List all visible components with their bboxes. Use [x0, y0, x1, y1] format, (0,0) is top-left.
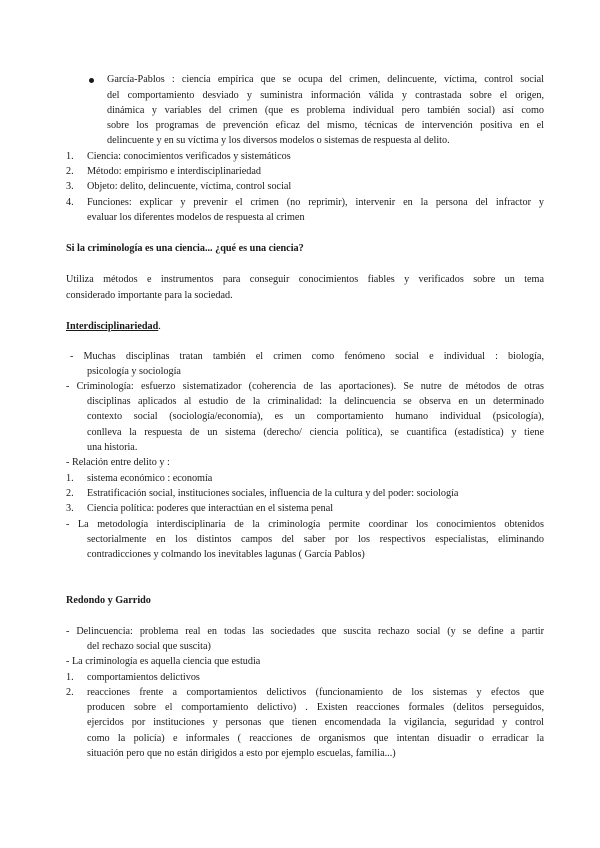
list-number: 3. [66, 503, 74, 514]
list-item: Ciencia política: poderes que interactúan en el sistema penal [87, 503, 334, 514]
list-item: Funciones: explicar y prevenir el crimen (no reprimir), intervenir en la persona del infractor y [87, 197, 544, 208]
ciencia-paragraph-line-1: Utiliza métodos e instrumentos para conseguir conocimientos fiables y verificados sobre un tema [66, 274, 544, 285]
list-number: 1. [66, 672, 74, 683]
list-item: Objeto: delito, delincuente, víctima, control social [87, 181, 292, 192]
interdisc-item1-line-1: - Muchas disciplinas tratan también el crimen como fenómeno social e individual : biología, [70, 351, 544, 362]
garcia-line-1: García-Pablos : ciencia empírica que se ocupa del crimen, delincuente, víctima, control social [107, 74, 544, 85]
section-heading-interdisciplinariedad [66, 320, 161, 334]
garcia-line-2: del comportamiento desviado y suministra información válida y contrastada sobre el origen, [107, 90, 544, 101]
garcia-line-4: sobre los programas de prevención eficaz del mismo, técnicas de intervención positiva en el [107, 120, 544, 131]
reacciones-line-2: producen sobre el comportamiento delictivo) . Existen reacciones formales (delitos perseguidos, [87, 702, 544, 713]
reacciones-line-4: como la policía) e informales ( reacciones de organismos que intentan disuadir o erradicar la [87, 733, 544, 744]
metodologia-line-2: sectorialmente en los distintos campos del saber por los respectivos especialistas, eliminando [87, 534, 544, 545]
criminologia-line: - La criminología es aquella ciencia que estudia [66, 656, 261, 667]
list-item: comportamientos delictivos [87, 672, 200, 683]
ciencia-paragraph-line-2: considerado importante para la sociedad. [66, 290, 233, 301]
relacion-line: - Relación entre delito y : [66, 457, 170, 468]
list-number: 2. [66, 166, 74, 177]
reacciones-line-5: situación pero que no están dirigidos a esto por ejemplo escuelas, familia...) [87, 748, 396, 759]
garcia-line-5: delincuente y en su víctima y los diversos modelos o sistemas de respuesta al delito. [107, 135, 450, 146]
interdisc-item2-line-5: una historia. [87, 442, 138, 453]
list-number: 1. [66, 151, 74, 162]
list-number: 2. [66, 687, 74, 698]
list-number: 2. [66, 488, 74, 499]
list-item: Ciencia: conocimientos verificados y sistemáticos [87, 151, 291, 162]
interdisc-item2-line-3: contexto social (sociología/economía), es un comportamiento humano individual (psicología), [87, 411, 544, 422]
list-item: Estratificación social, instituciones sociales, influencia de la cultura y del poder: sociología [87, 488, 459, 499]
list-item-continuation: evaluar los diferentes modelos de respuesta al crimen [87, 212, 305, 223]
section-heading-ciencia: Si la criminología es una ciencia... ¿qué es una ciencia? [66, 243, 304, 254]
interdisc-item2-line-2: disciplinas aplicados al estudio de la criminalidad: la delincuencia se observa en un determinado [87, 396, 544, 407]
list-number: 4. [66, 197, 74, 208]
delincuencia-line-2: del rechazo social que suscita) [87, 641, 211, 652]
reacciones-line-3: ejercidos por instituciones y personas que tienen encomendada la vigilancia, seguridad y control [87, 717, 544, 728]
heading-period: . [158, 321, 161, 332]
delincuencia-line-1: - Delincuencia: problema real en todas las sociedades que suscita rechazo social (y se define a partir [66, 626, 544, 637]
list-item: Método: empirismo e interdisciplinariedad [87, 166, 261, 177]
garcia-line-3: dinámica y variables del crimen (que es problema individual pero también social) así como [107, 105, 544, 116]
interdisc-item2-line-1: - Criminología: esfuerzo sistematizador (coherencia de las aportaciones). Se nutre de métodos de otras [66, 381, 544, 392]
list-number: 3. [66, 181, 74, 192]
interdisc-item2-line-4: conlleva la respuesta de un sistema (derecho/ ciencia política), se cuantifica (estadística) y tiene [87, 427, 544, 438]
metodologia-line-3: contradicciones y colmando los inevitables lagunas ( García Pablos) [87, 549, 365, 560]
list-item: sistema económico : economía [87, 473, 213, 484]
interdisc-item1-line-2: psicología y sociología [87, 366, 181, 377]
list-item: reacciones frente a comportamientos delictivos (funcionamiento de los sistemas y efectos que [87, 687, 544, 698]
metodologia-line-1: - La metodología interdisciplinaria de la criminología permite coordinar los conocimientos obtenidos [66, 519, 544, 530]
list-number: 1. [66, 473, 74, 484]
section-heading-redondo: Redondo y Garrido [66, 595, 151, 606]
bullet-dot-icon [89, 78, 94, 83]
heading-text: Interdisciplinariedad [66, 321, 159, 332]
